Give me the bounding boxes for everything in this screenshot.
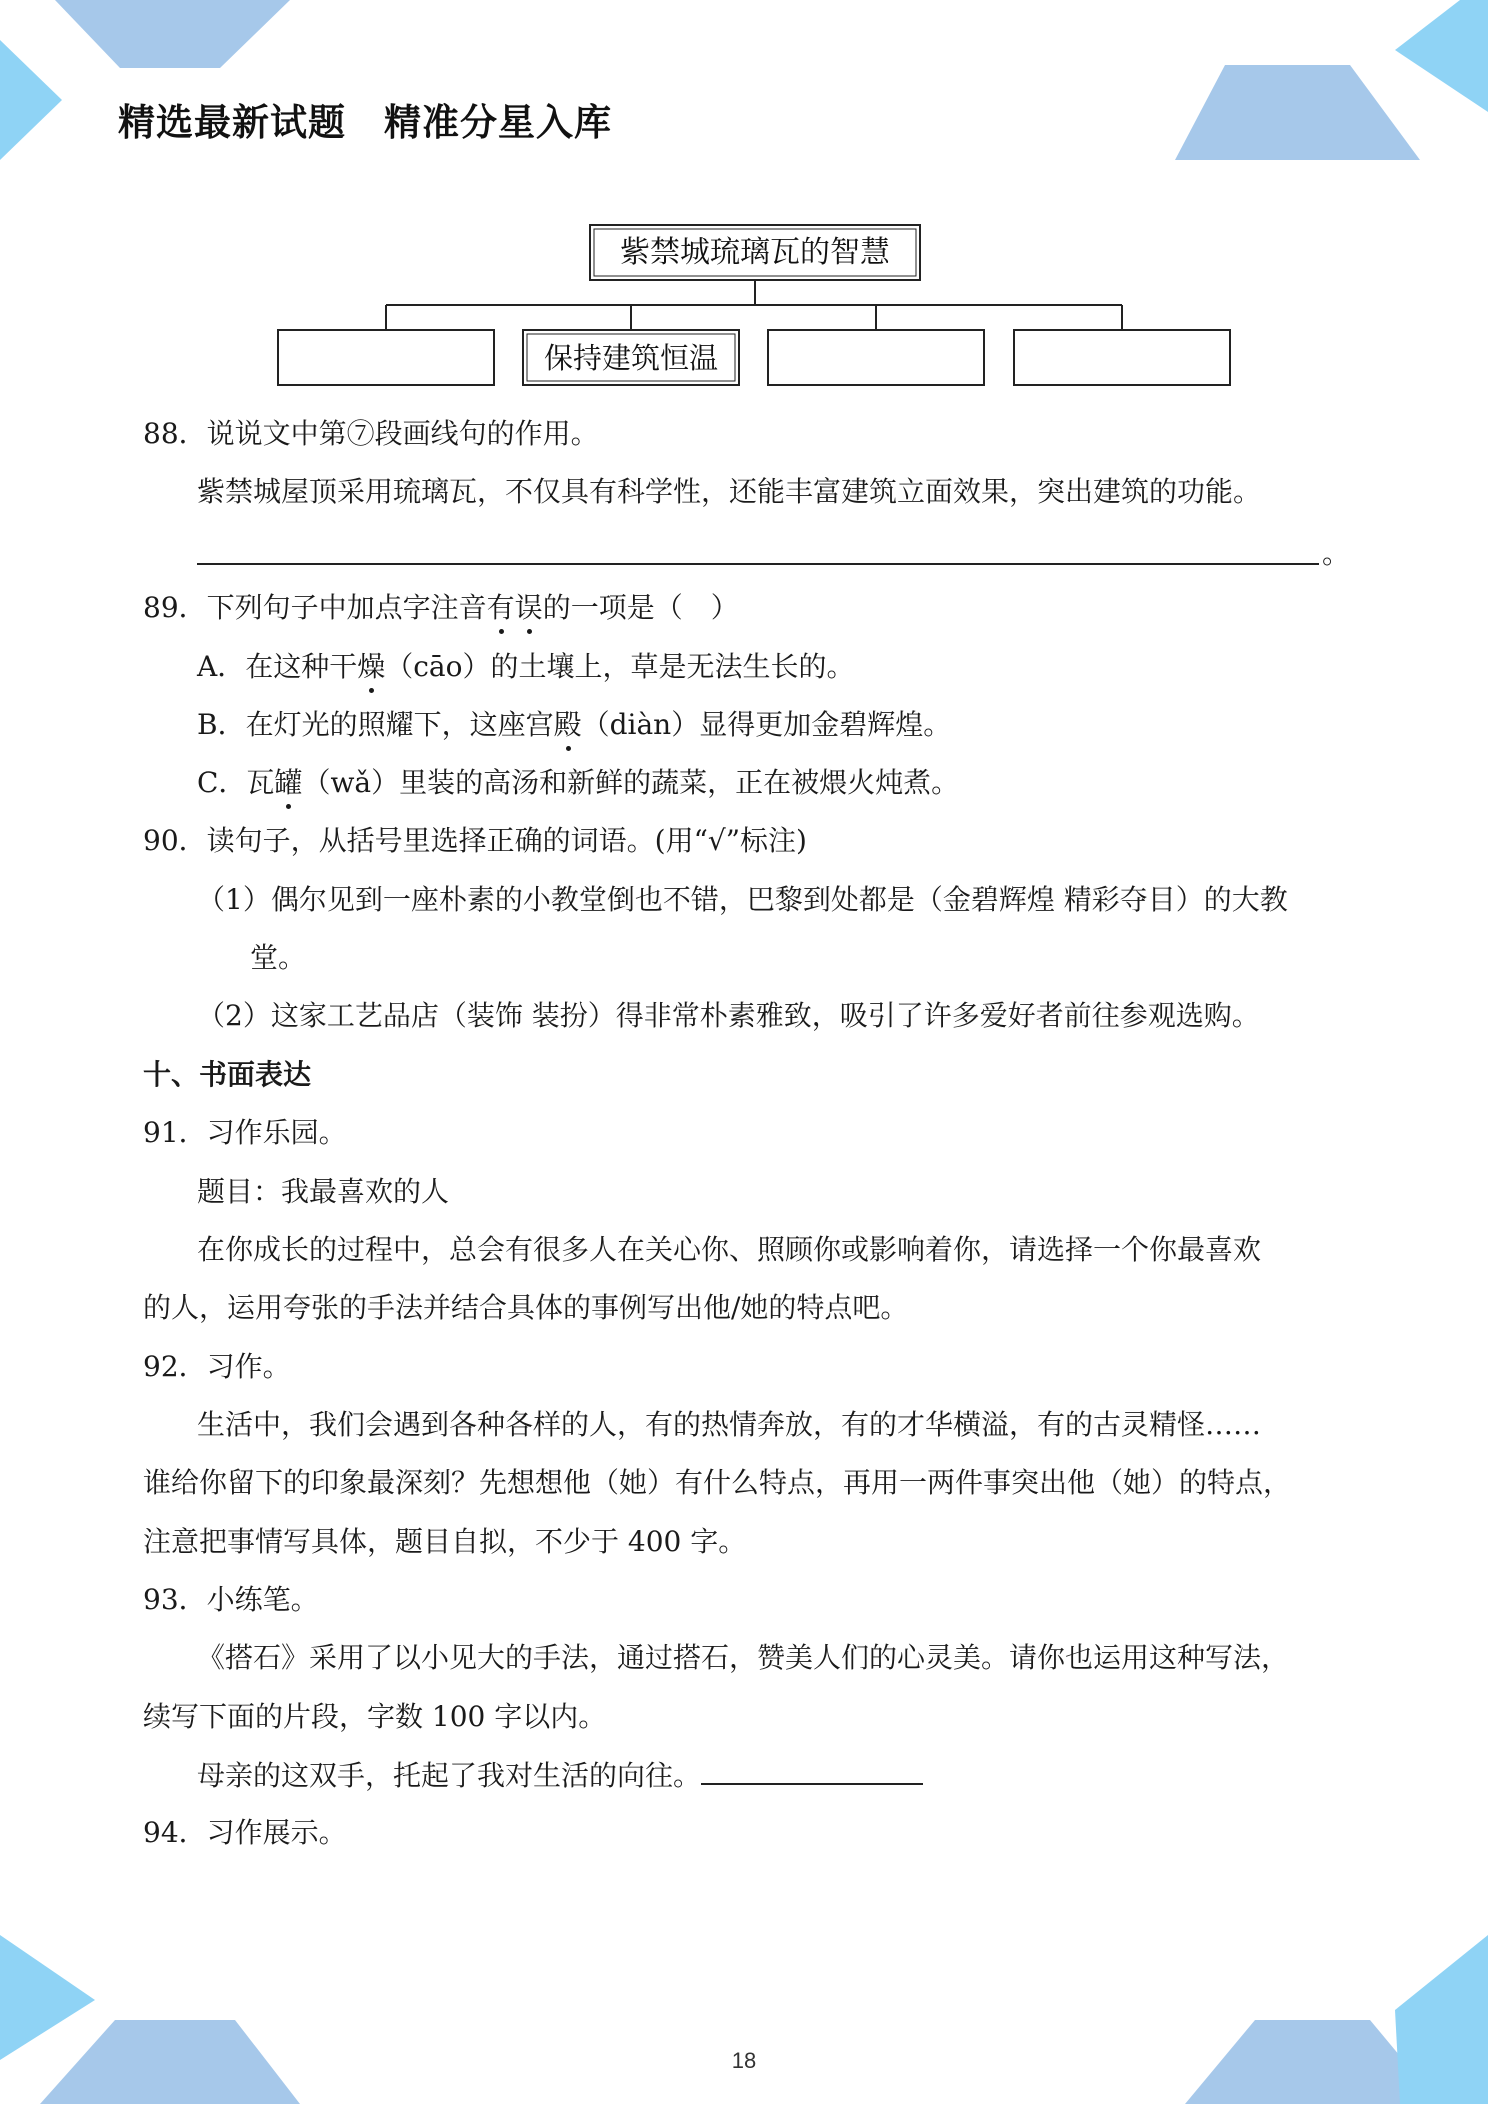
question-91-para-1: 在你成长的过程中，总会有很多人在关心你、照顾你或影响着你，请选择一个你最喜欢 — [197, 1233, 1262, 1266]
option-b[interactable]: B．在灯光的照耀下，这座宫殿（diàn）显得更加金碧辉煌。 — [197, 705, 951, 745]
question-91-topic: 题目：我最喜欢的人 — [197, 1175, 450, 1208]
question-91-para-2: 的人，运用夸张的手法并结合具体的事例写出他/她的特点吧。 — [143, 1291, 909, 1324]
top-right-triangle — [1395, 0, 1488, 112]
answer-blank-88-period: 。 — [1322, 537, 1351, 570]
question-88-quote: 紫禁城屋顶采用琉璃瓦，不仅具有科学性，还能丰富建筑立面效果，突出建筑的功能。 — [197, 475, 1262, 508]
question-92: 92．习作。 — [143, 1350, 291, 1383]
question-93-line-1: 《搭石》采用了以小见大的手法，通过搭石，赞美人们的心灵美。请你也运用这种写法， — [197, 1641, 1290, 1674]
diagram-child-label-2: 保持建筑恒温 — [543, 341, 719, 375]
diagram-child-box-3 — [768, 330, 984, 385]
question-93: 93．小练笔。 — [143, 1583, 319, 1616]
question-90-item-1: （1）偶尔见到一座朴素的小教堂倒也不错，巴黎到处都是（金碧辉煌 精彩夺目）的大教 — [197, 883, 1288, 916]
answer-blank-93[interactable] — [701, 1755, 923, 1785]
question-92-line-3: 注意把事情写具体，题目自拟，不少于 400 字。 — [143, 1525, 747, 1558]
question-90-item-2: （2）这家工艺品店（装饰 装扮）得非常朴素雅致，吸引了许多爱好者前往参观选购。 — [197, 999, 1260, 1032]
question-90-item-1-cont: 堂。 — [250, 941, 307, 974]
option-a[interactable]: A．在这种干燥（cāo）的土壤上，草是无法生长的。 — [197, 647, 854, 687]
option-c[interactable]: C．瓦罐（wǎ）里装的高汤和新鲜的蔬菜，正在被煨火炖煮。 — [197, 763, 959, 803]
question-91: 91．习作乐园。 — [143, 1116, 347, 1149]
bottom-right-triangle — [1395, 1935, 1488, 2104]
structure-diagram — [270, 218, 1240, 393]
question-92-line-2: 谁给你留下的印象最深刻？先想想他（她）有什么特点，再用一两件事突出他（她）的特点， — [143, 1466, 1292, 1499]
bottom-left-triangle — [0, 1935, 95, 2060]
top-left-trapezoid — [55, 0, 290, 68]
question-92-line-1: 生活中，我们会遇到各种各样的人，有的热情奔放，有的才华横溢，有的古灵精怪…… — [197, 1408, 1262, 1441]
page-number: 18 — [731, 2048, 757, 2073]
top-left-triangle — [0, 40, 62, 160]
question-94: 94．习作展示。 — [143, 1816, 347, 1849]
diagram-child-box-1 — [278, 330, 494, 385]
diagram-child-box-4 — [1014, 330, 1230, 385]
question-88: 88．说说文中第⑦段画线句的作用。 — [143, 417, 599, 450]
answer-blank-88[interactable] — [197, 563, 1319, 565]
header-title: 精选最新试题 精准分星入库 — [118, 101, 612, 144]
diagram-root-label: 紫禁城琉璃瓦的智慧 — [620, 235, 890, 270]
section-title: 十、书面表达 — [143, 1058, 312, 1091]
question-93-line-3: 母亲的这双手，托起了我对生活的向往。 — [197, 1755, 923, 1796]
question-89: 89．下列句子中加点字注音有误的一项是（ ） — [143, 588, 739, 628]
question-93-line-2: 续写下面的片段，字数 100 字以内。 — [143, 1700, 607, 1733]
top-right-trapezoid — [1175, 65, 1420, 160]
question-90: 90．读句子，从括号里选择正确的词语。(用“√”标注) — [143, 824, 807, 857]
